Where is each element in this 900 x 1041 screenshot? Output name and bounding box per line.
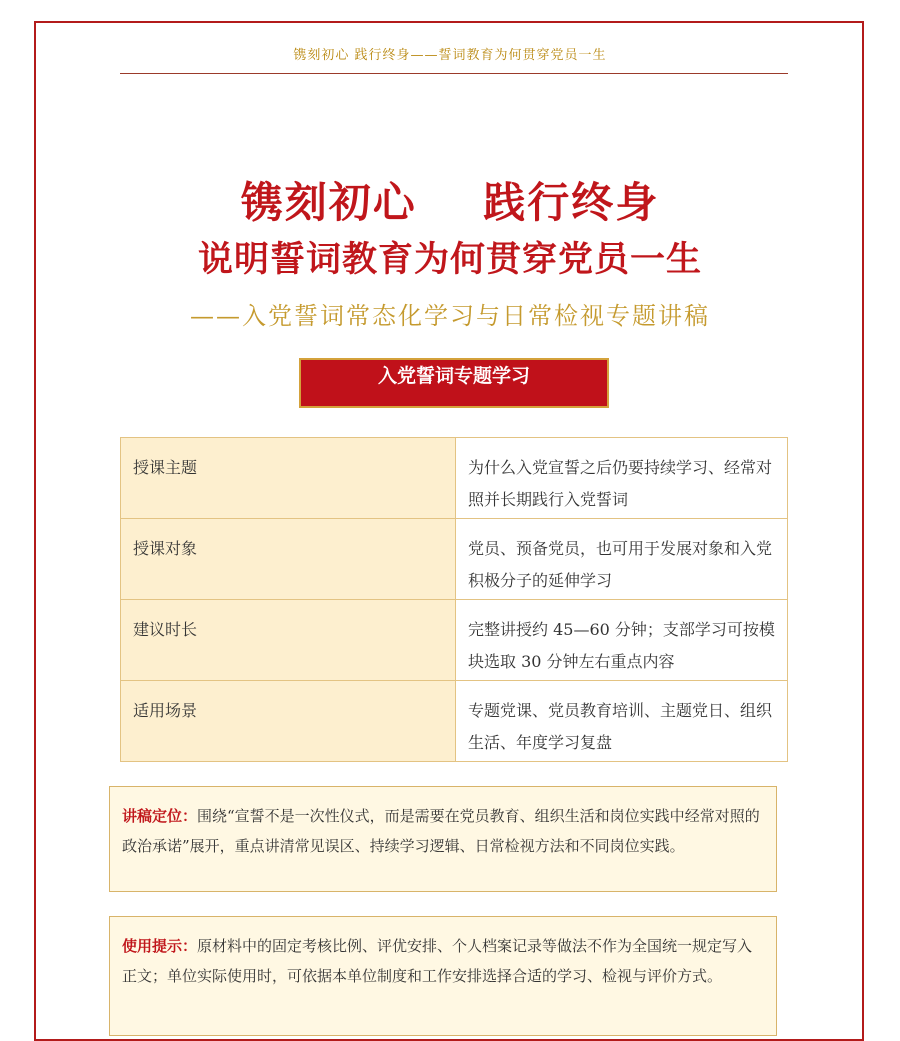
usage-tip-note xyxy=(109,916,777,1036)
table-row xyxy=(121,600,788,681)
row-label-scenario: 适用场景 xyxy=(121,681,456,762)
subtitle: ——入党誓词常态化学习与日常检视专题讲稿 xyxy=(190,302,710,330)
running-header: 镌刻初心 践行终身——誓词教育为何贯穿党员一生 xyxy=(293,48,607,63)
row-label-duration: 建议时长 xyxy=(121,600,456,681)
table-row xyxy=(121,519,788,600)
usage-tip-lead: 使用提示： xyxy=(122,937,198,955)
row-value-audience: 党员、预备党员，也可用于发展对象和入党积极分子的延伸学习 xyxy=(456,519,788,600)
table-row xyxy=(121,681,788,762)
header-divider xyxy=(120,73,788,74)
row-label-audience: 授课对象 xyxy=(121,519,456,600)
row-value-scenario: 专题党课、党员教育培训、主题党日、组织生活、年度学习复盘 xyxy=(456,681,788,762)
row-value-duration: 完整讲授约 45—60 分钟；支部学习可按模块选取 30 分钟左右重点内容 xyxy=(456,600,788,681)
course-info-table xyxy=(120,437,788,762)
topic-banner: 入党誓词专题学习 xyxy=(299,358,609,408)
main-title-line1: 镌刻初心 践行终身 xyxy=(240,178,660,227)
row-label-topic: 授课主题 xyxy=(121,438,456,519)
main-title-line2: 说明誓词教育为何贯穿党员一生 xyxy=(197,240,702,280)
positioning-note-lead: 讲稿定位： xyxy=(122,807,198,825)
row-value-topic: 为什么入党宣誓之后仍要持续学习、经常对照并长期践行入党誓词 xyxy=(456,438,788,519)
usage-tip-text: 原材料中的固定考核比例、评优安排、个人档案记录等做法不作为全国统一规定写入正文；单位实际使用时，可依据本单位制度和工作安排选择合适的学习、检视与评价方式。 xyxy=(122,937,753,985)
table-row xyxy=(121,438,788,519)
positioning-note-text: 围绕“宣誓不是一次性仪式，而是需要在党员教育、组织生活和岗位实践中经常对照的政治承诺”展开，重点讲清常见误区、持续学习逻辑、日常检视方法和不同岗位实践。 xyxy=(122,807,760,855)
positioning-note xyxy=(109,786,777,892)
